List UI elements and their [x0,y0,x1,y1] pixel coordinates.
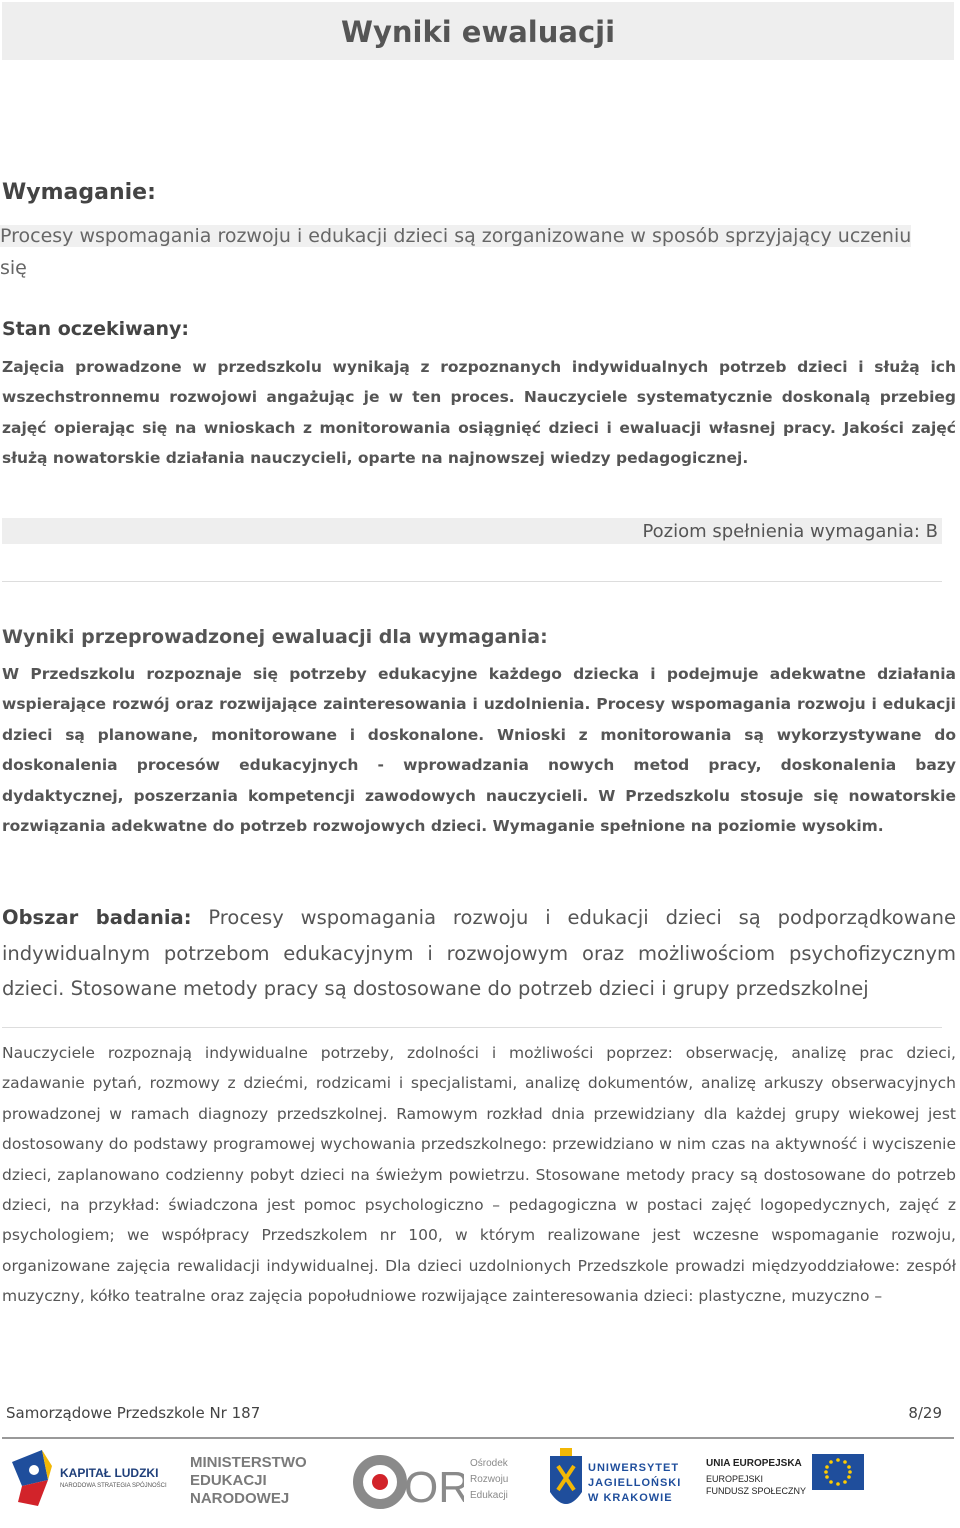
results-text: W Przedszkolu rozpoznaje się potrzeby edukacyjne każdego dziecka i podejmuje adekwatne działania wspierające rozwój oraz rozwijające zainteresowania i uzdolnienia. Procesy wspomagania rozwoju i edukacji dzieci są planowane, monitorowane i doskonalone. Wnioski z monitorowania są wykorzystywane do doskonalenia procesów edukacyjnych - wprowadzania nowych metod pracy, doskonalenia bazy dydaktycznej, poszerzania kompetencji zawodowych nauczycieli. W Przedszkolu stosuje się nowatorskie rozwiązania adekwatne do potrzeb rozwojowych dzieci. Wymaganie spełnione na poziomie wysokim. [2,665,956,836]
requirement-text-line2: się [0,257,27,279]
ore-mark: OR [404,1463,464,1512]
ore-line1: Ośrodek [470,1458,508,1469]
eu-line1: UNIA EUROPEJSKA [706,1458,802,1469]
results-heading: Wyniki przeprowadzonej ewaluacji dla wymagania: [2,626,548,648]
divider [2,581,942,582]
logo-strip [0,1446,960,1524]
footer-institution: Samorządowe Przedszkole Nr 187 [6,1404,261,1422]
uj-line3: W KRAKOWIE [588,1492,673,1504]
ministry-logo [190,1446,330,1524]
body-text: Nauczyciele rozpoznają indywidualne potrzeby, zdolności i możliwości poprzez: obserwację, analizę prac dzieci, zadawanie pytań, rozmowy z dziećmi, rodzicami i specjalistami, analizę dokumentów, analizę arkuszy obserwacyjnych prowadzonej w ramach diagnozy przedszkolnej. Ramowym rozkład dnia przewidziany dla każdej grupy wiekowej jest dostosowany do podstawy programowej wychowania przedszkolnego: przewidziano w nim czas na aktywność i wyciszenie dzieci, zaplanowano codzienny pobyt dzieci na świeżym powietrzu. Stosowane metody pracy są dostosowane do potrzeb dzieci, na przykład: świadczona jest pomoc psychologiczno – pedagogiczna w postaci zajęć logopedycznych, zajęć z psychologiem; we współpracy Przedszkolem nr 100, w którym realizowane jest wczesne wspomaganie rozwoju, organizowane zajęcia rewalidacji indywidualnej. Dla dzieci uzdolnionych Przedszkole prowadzi międzyoddziałowe: zespół muzyczny, kółko teatralne oraz zajęcia popołudniowe rozwijające zainteresowania dzieci: plastyczne, muzyczno – [2,1044,956,1306]
requirement-heading: Wymaganie: [2,180,156,205]
ministry-line2: EDUKACJI [190,1472,267,1489]
uj-crest-icon [546,1446,586,1524]
fulfillment-level-bar [2,518,942,544]
kapital-ludzki-line1: KAPITAŁ LUDZKI [60,1466,159,1480]
ministry-line1: MINISTERSTWO [190,1454,307,1471]
eu-flag-icon [812,1454,864,1490]
uj-logo [546,1446,686,1524]
requirement-text [0,220,950,284]
research-area-text: Procesy wspomagania rozwoju i edukacji dzieci są podporządkowane indywidualnym potrzebom edukacyjnym i rozwojowym oraz możliwościom psychofizycznym dzieci. Stosowane metody pracy są dostosowane do potrzeb dzieci i grupy przedszkolnej [2,906,956,1000]
eu-line2: EUROPEJSKI [706,1474,764,1484]
eu-line3: FUNDUSZ SPOŁECZNY [706,1486,807,1496]
requirement-text-line1: Procesy wspomagania rozwoju i edukacji dzieci są zorganizowane w sposób sprzyjający uczeniu [0,225,912,247]
kapital-ludzki-line2: NARODOWA STRATEGIA SPÓJNOŚCI [60,1483,167,1489]
uj-line1: UNIWERSYTET [588,1462,680,1474]
divider [2,1027,942,1028]
research-area [2,900,956,1007]
title-bar [2,2,954,60]
footer-page-number: 8/29 [908,1404,942,1422]
ore-line3: Edukacji [470,1490,508,1501]
fulfillment-level: Poziom spełnienia wymagania: B [642,521,938,542]
expected-state-heading: Stan oczekiwany: [2,318,190,340]
kapital-ludzki-logo [8,1446,178,1524]
uj-line2: JAGIELLOŃSKI [588,1477,682,1489]
ore-icon [352,1446,464,1524]
expected-state-text: Zajęcia prowadzone w przedszkolu wynikają z rozpoznanych indywidualnych potrzeb dzieci i służą ich wszechstronnemu rozwojowi angażując je w ten proces. Nauczyciele systematycznie doskonalą przebieg zajęć opierając się na wnioskach z monitorowania osiągnięć dzieci i ewaluacji własnej pracy. Jakości zajęć służą nowatorskie działania nauczycieli, oparte na najnowszej wiedzy pedagogicznej. [2,358,956,467]
ministry-line3: NARODOWEJ [190,1490,290,1507]
ore-logo [352,1446,522,1524]
footer-divider [2,1437,954,1439]
ore-line2: Rozwoju [470,1474,509,1485]
eu-logo [706,1446,866,1524]
page-title: Wyniki ewaluacji [340,15,616,49]
research-area-label: Obszar badania: [2,906,192,929]
